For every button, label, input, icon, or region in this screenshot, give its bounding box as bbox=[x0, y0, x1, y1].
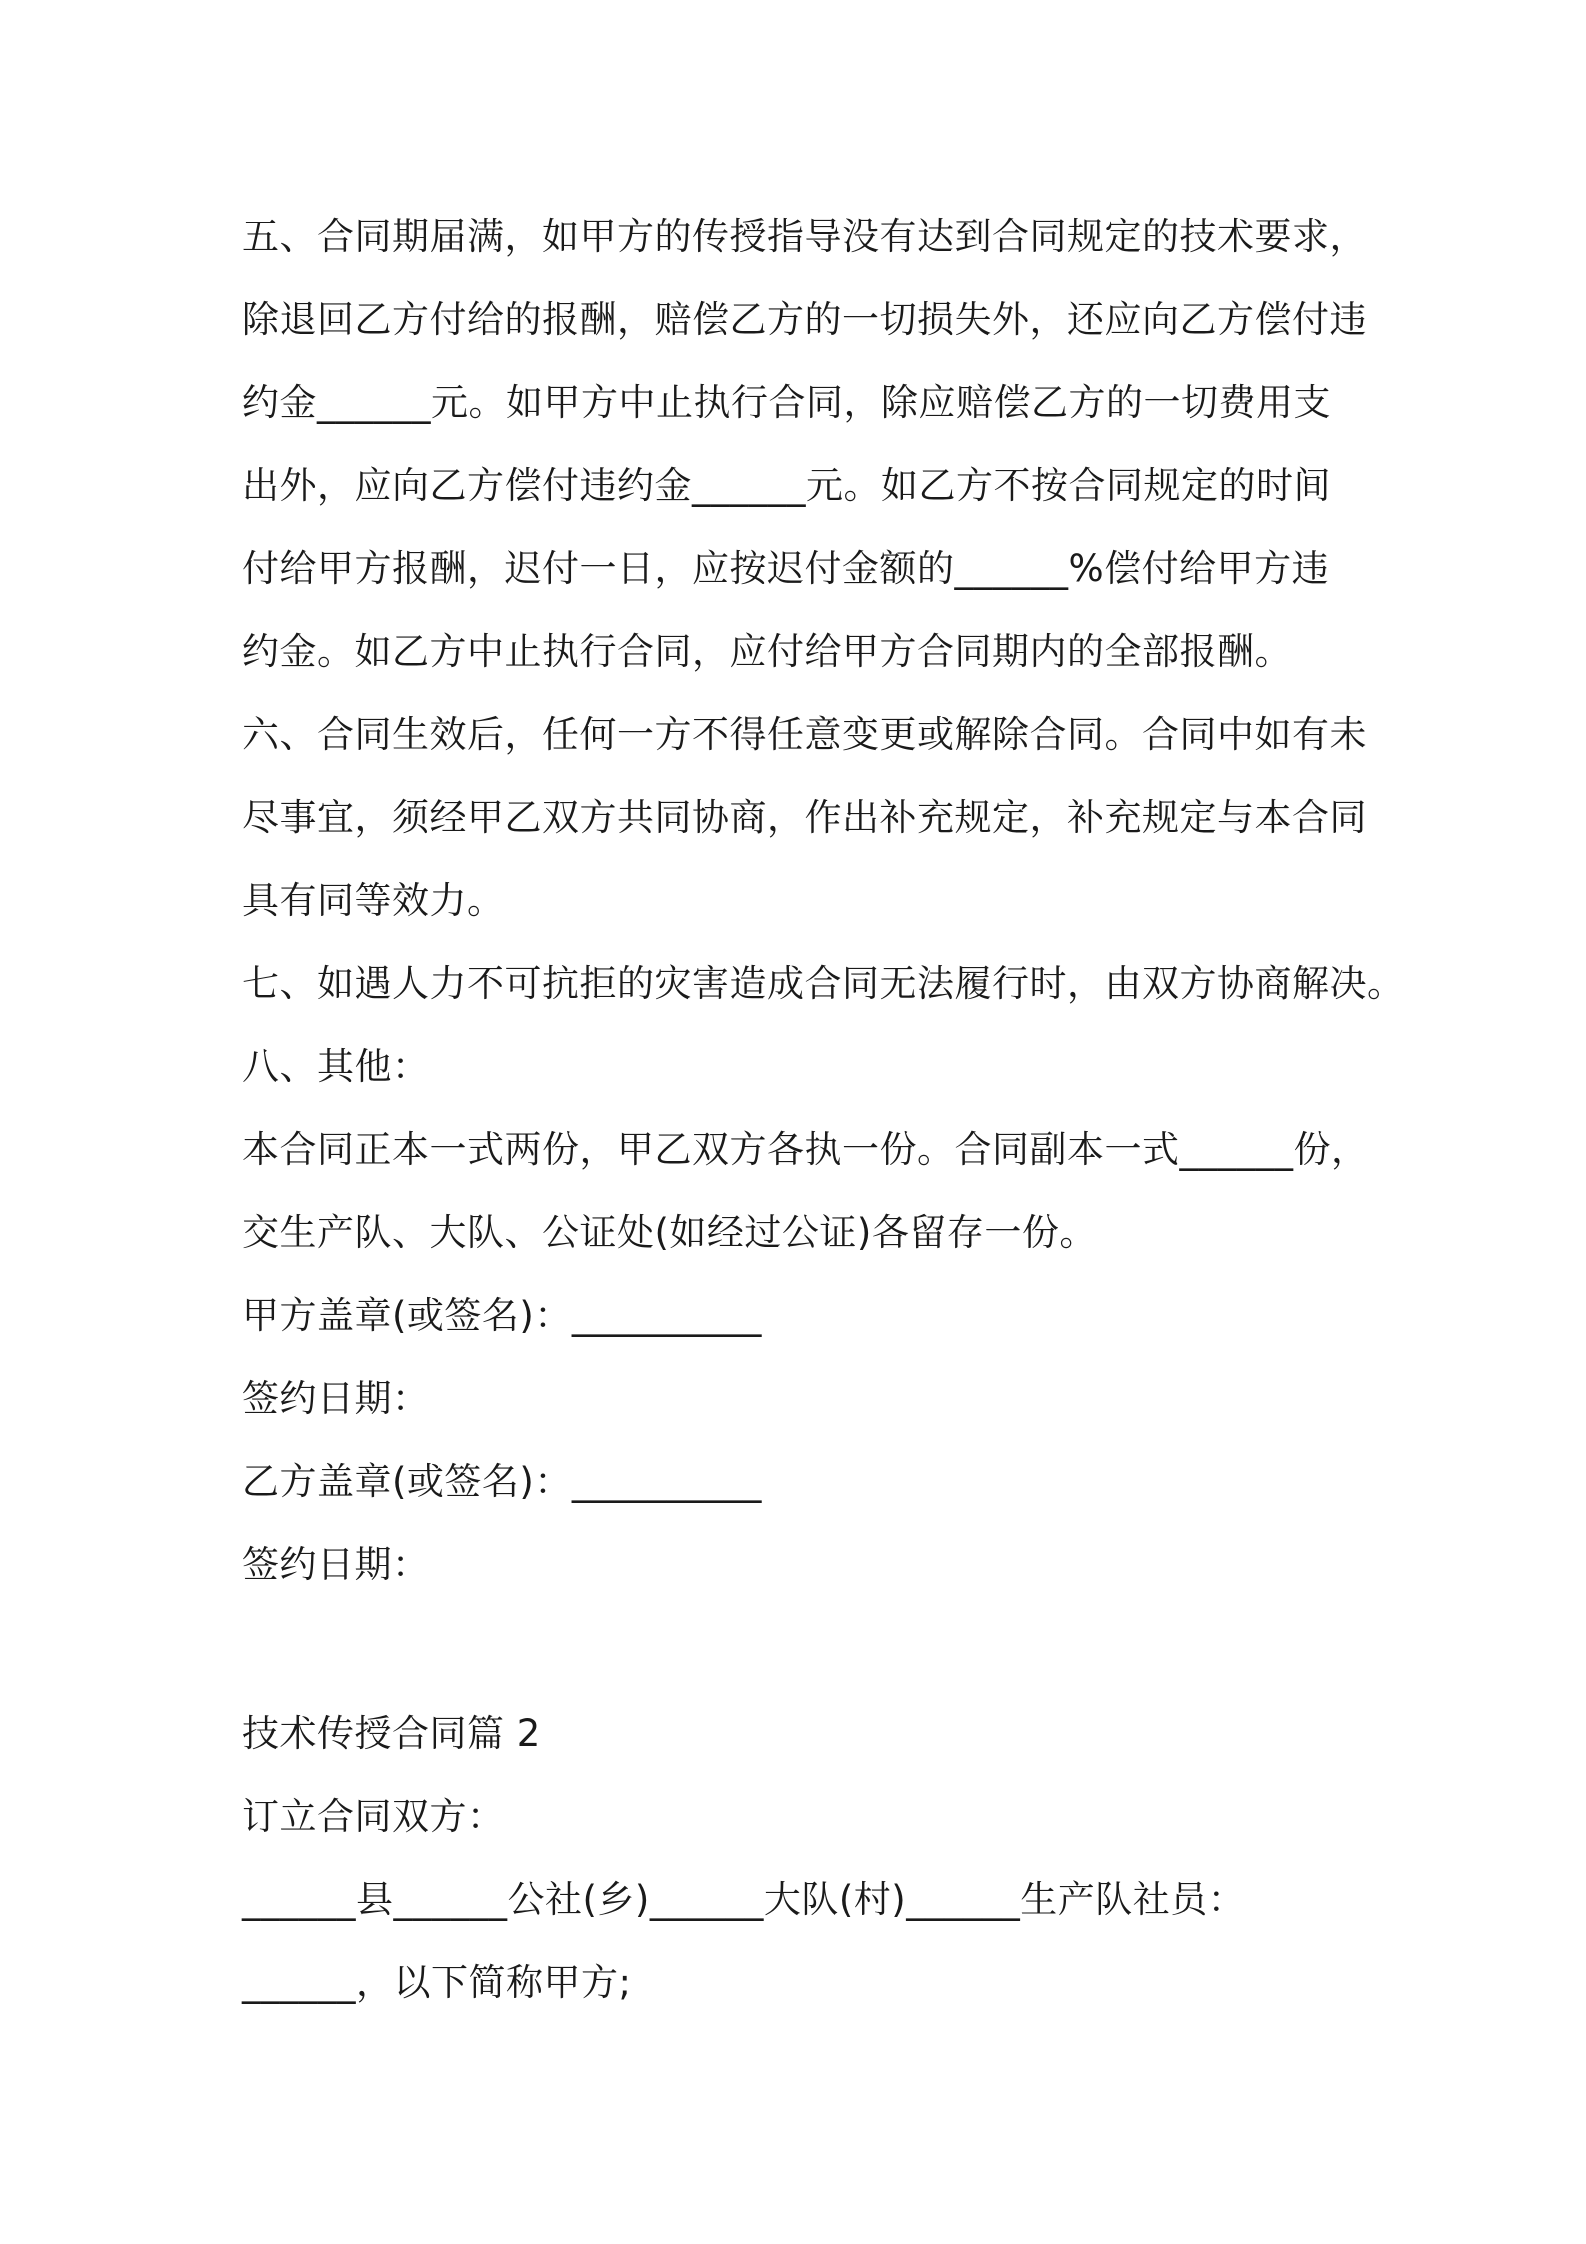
section-gap bbox=[242, 1606, 1362, 1692]
clause-5-line-6: 约金。如乙方中止执行合同，应付给甲方合同期内的全部报酬。 bbox=[242, 630, 1292, 673]
clause-6-line-1: 六、合同生效后，任何一方不得任意变更或解除合同。合同中如有未 bbox=[242, 713, 1367, 756]
clause-5-line-3: 约金______元。如甲方中止执行合同，除应赔偿乙方的一切费用支 bbox=[242, 381, 1331, 424]
clause-5-line-2: 除退回乙方付给的报酬，赔偿乙方的一切损失外，还应向乙方偿付违 bbox=[242, 298, 1367, 341]
section-2-party-a-address: ______县______公社(乡)______大队(村)______生产队社员： bbox=[242, 1878, 1246, 1921]
clause-8-heading: 八、其他： bbox=[242, 1045, 430, 1088]
party-b-signature-line: 乙方盖章(或签名)：__________ bbox=[242, 1460, 762, 1503]
clause-6-line-3: 具有同等效力。 bbox=[242, 879, 505, 922]
document-body bbox=[242, 195, 1405, 2024]
section-2-parties-heading: 订立合同双方： bbox=[242, 1795, 505, 1838]
clause-8-line-1: 本合同正本一式两份，甲乙双方各执一份。合同副本一式______份， bbox=[242, 1128, 1369, 1171]
party-a-sign-date: 签约日期： bbox=[242, 1377, 430, 1420]
clause-5-line-5: 付给甲方报酬，迟付一日，应按迟付金额的______%偿付给甲方违 bbox=[242, 547, 1330, 590]
clause-7-line: 七、如遇人力不可抗拒的灾害造成合同无法履行时，由双方协商解决。 bbox=[242, 962, 1405, 1005]
party-b-sign-date: 签约日期： bbox=[242, 1543, 430, 1586]
clause-6-line-2: 尽事宜，须经甲乙双方共同协商，作出补充规定，补充规定与本合同 bbox=[242, 796, 1367, 839]
section-2-party-a-name: ______，以下简称甲方; bbox=[242, 1961, 632, 2004]
party-a-signature-line: 甲方盖章(或签名)：__________ bbox=[242, 1294, 762, 1337]
section-2-title: 技术传授合同篇 2 bbox=[242, 1712, 541, 1755]
clause-5-line-4: 出外，应向乙方偿付违约金______元。如乙方不按合同规定的时间 bbox=[242, 464, 1331, 507]
clause-5-line-1: 五、合同期届满，如甲方的传授指导没有达到合同规定的技术要求， bbox=[242, 215, 1367, 258]
clause-8-line-2: 交生产队、大队、公证处(如经过公证)各留存一份。 bbox=[242, 1211, 1097, 1254]
